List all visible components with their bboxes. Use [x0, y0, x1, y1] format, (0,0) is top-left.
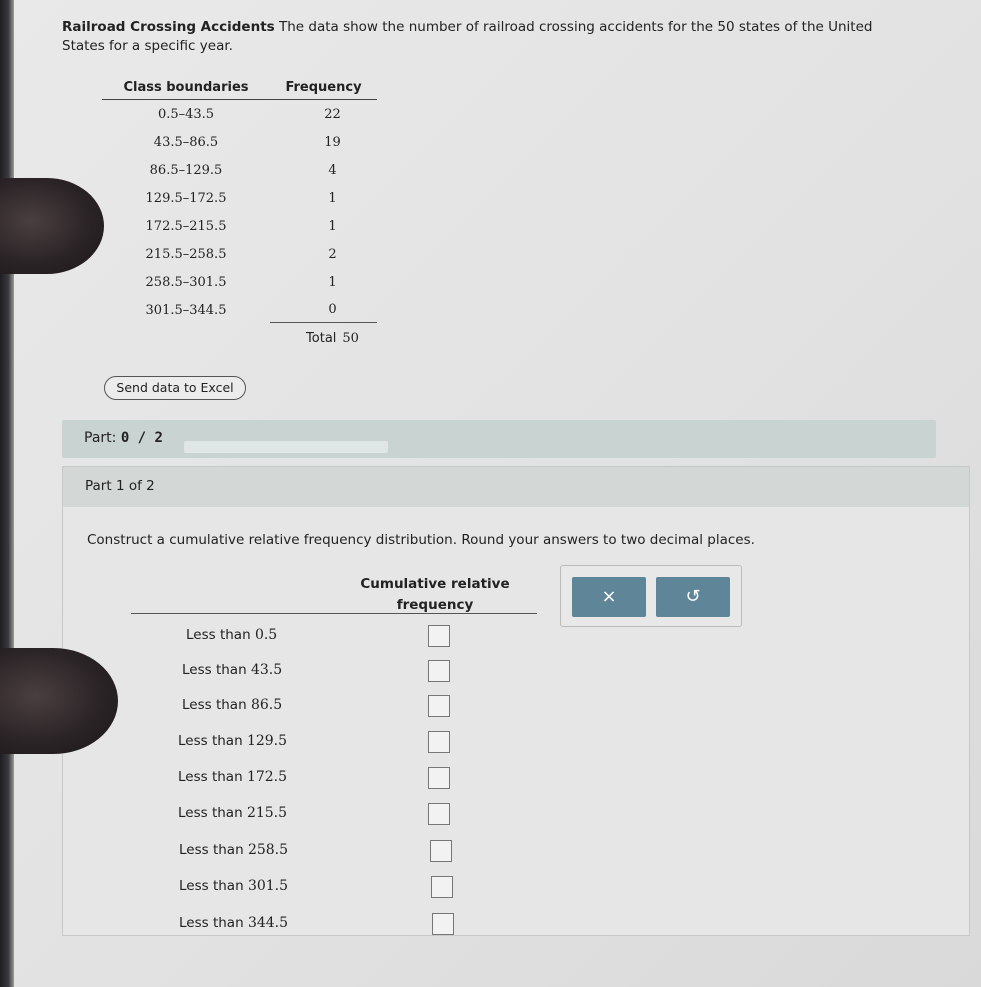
- answer-row: [131, 761, 537, 795]
- cumulative-header-line1: Cumulative relative: [360, 576, 510, 592]
- cumulative-header-line2: frequency: [396, 597, 474, 613]
- frequency-table: [102, 76, 377, 352]
- answer-input[interactable]: [432, 913, 454, 935]
- table-row: [102, 100, 377, 128]
- undo-button[interactable]: [656, 577, 730, 617]
- row-prefix: Less than: [178, 733, 243, 749]
- row-value: 0.5: [254, 627, 278, 643]
- row-label: [182, 697, 282, 713]
- answer-row: [131, 907, 537, 941]
- class-boundary: 172.5–215.5: [145, 218, 227, 234]
- row-label: [186, 627, 277, 643]
- frequency-value: 22: [324, 106, 341, 122]
- row-label: [178, 733, 287, 749]
- row-prefix: Less than: [178, 769, 243, 785]
- screen-edge: [0, 0, 14, 987]
- row-value: 344.5: [247, 915, 289, 931]
- answer-row: [131, 689, 537, 723]
- send-to-excel-button[interactable]: Send data to Excel: [104, 376, 246, 400]
- problem-description-2: States for a specific year.: [62, 38, 233, 54]
- problem-description-1: The data show the number of railroad crossing accidents for the 50 states of the United: [278, 19, 873, 35]
- answer-input[interactable]: [428, 625, 450, 647]
- class-boundary: 86.5–129.5: [149, 162, 223, 178]
- answer-row: [131, 834, 537, 868]
- class-boundary: 215.5–258.5: [145, 246, 227, 262]
- class-boundary: 129.5–172.5: [145, 190, 227, 206]
- part-progress-value: 0 / 2: [120, 430, 163, 446]
- cumulative-header: [355, 574, 515, 616]
- row-prefix: Less than: [179, 878, 244, 894]
- table-row: [102, 296, 377, 324]
- total-row: [102, 324, 377, 352]
- table-row: [102, 128, 377, 156]
- answer-input[interactable]: [431, 876, 453, 898]
- table-row: [102, 212, 377, 240]
- table-row: [102, 268, 377, 296]
- row-label: [178, 805, 287, 821]
- row-value: 301.5: [247, 878, 289, 894]
- undo-icon: ↺: [685, 586, 701, 607]
- row-prefix: Less than: [182, 697, 247, 713]
- class-boundary: 0.5–43.5: [157, 106, 215, 122]
- row-value: 86.5: [250, 697, 283, 713]
- class-boundary: 301.5–344.5: [145, 302, 227, 318]
- row-prefix: Less than: [179, 842, 244, 858]
- part-progress-bar: [62, 420, 936, 458]
- answer-row: [131, 797, 537, 831]
- progress-track: [184, 441, 388, 453]
- total-value: 50: [342, 330, 359, 346]
- class-boundary: 258.5–301.5: [145, 274, 227, 290]
- row-value: 215.5: [246, 805, 288, 821]
- finger-occlusion: [0, 178, 104, 274]
- frequency-value: 1: [328, 190, 337, 206]
- part-header: Part 1 of 2: [63, 467, 969, 507]
- answer-input[interactable]: [428, 767, 450, 789]
- answer-input[interactable]: [430, 840, 452, 862]
- frequency-value: 0: [270, 297, 377, 323]
- class-boundary: 43.5–86.5: [153, 134, 219, 150]
- close-icon: ×: [601, 586, 617, 607]
- row-label: [182, 662, 282, 678]
- frequency-value: 1: [328, 274, 337, 290]
- answer-row: [131, 725, 537, 759]
- table-row: [102, 240, 377, 268]
- problem-statement: [62, 18, 942, 56]
- row-value: 43.5: [250, 662, 283, 678]
- row-label: [179, 842, 288, 858]
- frequency-value: 19: [324, 134, 341, 150]
- answer-input[interactable]: [428, 660, 450, 682]
- answer-row: [131, 619, 537, 653]
- instruction-text: Construct a cumulative relative frequency distribution. Round your answers to two decimal places.: [87, 532, 755, 548]
- answer-row: [131, 654, 537, 688]
- answer-table-header: [131, 572, 537, 614]
- header-class-boundaries: Class boundaries: [123, 80, 249, 95]
- frequency-value: 4: [328, 162, 337, 178]
- total-label: Total: [306, 330, 337, 346]
- answer-row: [131, 870, 537, 904]
- row-value: 172.5: [246, 769, 288, 785]
- row-label: [179, 878, 288, 894]
- answer-input[interactable]: [428, 695, 450, 717]
- part-progress-prefix: Part:: [84, 430, 117, 446]
- row-label: [178, 769, 287, 785]
- row-value: 258.5: [247, 842, 289, 858]
- row-prefix: Less than: [178, 805, 243, 821]
- frequency-value: 2: [328, 246, 337, 262]
- frequency-table-header: [102, 76, 377, 100]
- table-row: [102, 184, 377, 212]
- answer-input[interactable]: [428, 803, 450, 825]
- row-value: 129.5: [246, 733, 288, 749]
- part-progress-label: [84, 430, 163, 446]
- header-frequency: Frequency: [285, 80, 362, 95]
- answer-input[interactable]: [428, 731, 450, 753]
- row-label: [179, 915, 288, 931]
- part-panel: [62, 466, 970, 936]
- frequency-value: 1: [328, 218, 337, 234]
- clear-button[interactable]: [572, 577, 646, 617]
- row-prefix: Less than: [182, 662, 247, 678]
- problem-title: Railroad Crossing Accidents: [62, 19, 275, 35]
- row-prefix: Less than: [179, 915, 244, 931]
- tool-panel: [560, 565, 742, 627]
- row-prefix: Less than: [186, 627, 251, 643]
- table-row: [102, 156, 377, 184]
